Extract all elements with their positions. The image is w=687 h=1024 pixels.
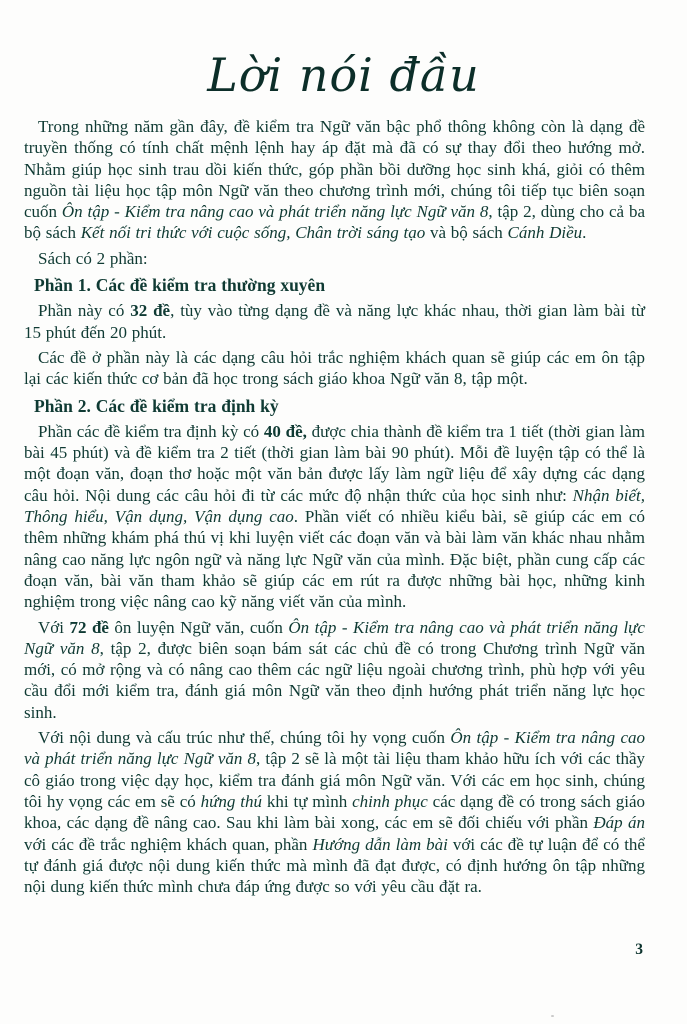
series-name-italic: Cánh Diều <box>507 223 583 243</box>
intro-paragraph <box>24 116 645 244</box>
book-parts-line: Sách có 2 phần: <box>38 248 148 268</box>
book-title-italic: Ôn tập - Kiểm tra nâng cao và phát triển năng lực Ngữ văn 8 <box>24 728 645 769</box>
summary-paragraph <box>24 617 645 723</box>
page-number: 3 <box>635 941 643 958</box>
emphasis-italic: hứng thú <box>200 791 263 811</box>
text-run: Phần các đề kiểm tra định kỳ có <box>38 421 264 441</box>
scan-speck <box>551 1015 554 1017</box>
count-32-de-bold: 32 đề <box>130 301 171 321</box>
text-run: với các đề tự luận để có thể tự đánh giá được nội dung kiến thức mà mình đã đạt được, có định hướng ôn tập những nội dung kiến thức mình chưa đáp ứng được so với yêu cầu đặt ra. <box>24 834 645 897</box>
text-run: , tập 2, được biên soạn bám sát các chủ đề có trong Chương trình Ngữ văn mới, có mở rộng và có nâng cao thêm các ngữ liệu ngoài chương trình, phù hợp với yêu cầu đổi mới kiểm tra, đánh giá môn Ngữ văn theo định hướng phát triển năng lực học sinh. <box>24 638 646 722</box>
part2-heading: Phần 2. Các đề kiểm tra định kỳ <box>34 395 279 416</box>
section-name-italic: Hướng dẫn làm bài <box>312 834 448 854</box>
part1-heading: Phần 1. Các đề kiểm tra thường xuyên <box>34 275 326 296</box>
text-run: ôn luyện Ngữ văn, cuốn <box>108 617 289 637</box>
text-run: , tập 2, dùng cho cả ba bộ sách <box>24 202 645 243</box>
text-run: Với nội dung và cấu trúc như thế, chúng tôi hy vọng cuốn <box>38 728 451 748</box>
count-72-de-bold: 72 đề <box>69 617 109 637</box>
text-run: Với <box>38 617 70 637</box>
text-run: . Phần viết có nhiều kiểu bài, sẽ giúp các em có thêm những khám phá thú vị khi luyện viết các đoạn văn và bài làm văn khác nhau nhằm nâng cao năng lực ngôn ngữ và năng lực Ngữ văn của mình. Đặc biệt, phần cung cấp các đoạn văn, bài văn tham khảo sẽ giúp các em rút ra được những bài học, những kinh nghiệm trong việc nâng cao kỹ năng viết văn của mình. <box>24 507 645 612</box>
text-run: với các đề trắc nghiệm khách quan, phần <box>24 834 313 854</box>
book-title-italic: Ôn tập - Kiểm tra nâng cao và phát triển năng lực Ngữ văn 8 <box>61 202 489 222</box>
text-run: khi tự mình <box>262 791 353 811</box>
text-run: được chia thành đề kiểm tra 1 tiết (thời gian làm bài 45 phút) và đề kiểm tra 2 tiết (thời gian làm bài 90 phút). Mỗi đề luyện tập có thể là một đoạn văn, đoạn thơ hoặc một văn bản được lấy làm ngữ liệu để xây dựng các dạng câu hỏi. Nội dung các câu hỏi đi từ các mức độ nhận thức của học sinh như: <box>24 421 645 505</box>
part1-paragraph-1 <box>24 300 645 343</box>
book-title-italic: Ôn tập - Kiểm tra nâng cao và phát triển năng lực Ngữ văn 8 <box>24 617 645 658</box>
page-body <box>24 116 645 897</box>
text-run: Phần này có <box>38 301 131 321</box>
cognitive-levels-italic: Nhận biết, Thông hiểu, Vận dụng, Vận dụng cao <box>24 485 645 527</box>
text-run: , tùy vào từng dạng đề và năng lực khác nhau, thời gian làm bài từ 15 phút đến 20 phút. <box>24 301 645 342</box>
part2-paragraph <box>24 421 645 613</box>
text-run: . <box>582 223 587 243</box>
part1-paragraph-2: Các đề ở phần này là các dạng câu hỏi trắc nghiệm khách quan sẽ giúp các em ôn tập lại các kiến thức cơ bản đã học trong sách giáo khoa Ngữ văn 8, tập một. <box>24 347 645 389</box>
count-40-de-bold: 40 đề, <box>263 421 307 441</box>
closing-paragraph <box>24 727 645 897</box>
emphasis-italic: chinh phục <box>352 791 428 811</box>
text-run: các dạng đề có trong sách giáo khoa, các dạng đề nâng cao. Sau khi làm bài xong, các em sẽ đối chiếu với phần <box>24 791 646 833</box>
text-run: Trong những năm gần đây, đề kiểm tra Ngữ văn bậc phổ thông không còn là dạng đề truyền thống có tính chất mệnh lệnh hay áp đặt mà đã có sự thay đổi theo hướng mở. Nhằm giúp học sinh trau dồi kiến thức, góp phần bồi dưỡng học sinh khá, giỏi có thêm nguồn tài liệu học tập môn Ngữ văn theo chương trình mới, chúng tôi tiếp tục biên soạn cuốn <box>24 117 645 222</box>
page-title: Lời nói đầu <box>207 48 480 102</box>
text-run: , tập 2 sẽ là một tài liệu tham khảo hữu ích với các thầy cô giáo trong việc dạy học, kiểm tra đánh giá môn Ngữ văn. Với các em học sinh, chúng tôi hy vọng các em sẽ có <box>24 749 645 811</box>
text-run: và bộ sách <box>425 223 508 243</box>
section-name-italic: Đáp án <box>593 813 645 833</box>
series-names-italic: Kết nối tri thức với cuộc sống, Chân trời sáng tạo <box>80 223 426 243</box>
